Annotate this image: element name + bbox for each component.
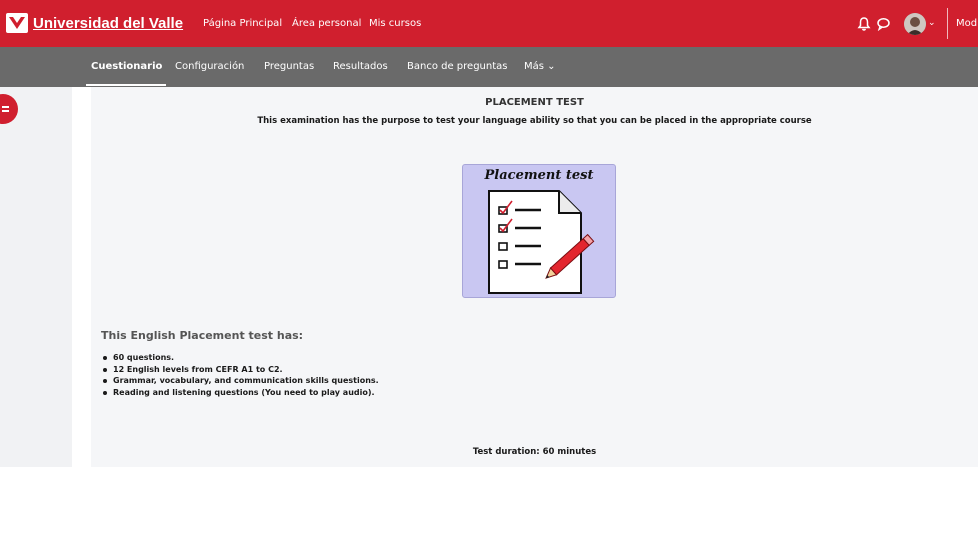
tab-question-bank[interactable]: Banco de preguntas xyxy=(407,61,508,72)
list-item: Grammar, vocabulary, and communication skills questions. xyxy=(101,376,379,388)
site-brand-link[interactable]: Universidad del Valle xyxy=(33,15,184,32)
page-title: PLACEMENT TEST xyxy=(485,97,584,108)
main-content xyxy=(91,87,978,467)
user-avatar[interactable] xyxy=(904,13,926,35)
page-description: This examination has the purpose to test your language ability so that you can be placed in the appropriate course xyxy=(257,116,812,126)
feature-list xyxy=(101,353,379,399)
tab-questions[interactable]: Preguntas xyxy=(264,61,315,72)
nav-my-courses-link[interactable]: Mis cursos xyxy=(369,18,422,29)
nav-home-link[interactable]: Página Principal xyxy=(203,18,283,29)
secondary-navigation xyxy=(0,47,978,87)
bell-icon[interactable] xyxy=(857,16,871,32)
chat-icon[interactable] xyxy=(876,17,891,31)
edit-mode-label[interactable]: Mod xyxy=(956,18,978,29)
list-item: 60 questions. xyxy=(101,353,379,365)
nav-dashboard-link[interactable]: Área personal xyxy=(292,18,362,29)
left-drawer xyxy=(0,87,72,467)
tab-more[interactable]: Más ⌄ xyxy=(524,61,556,72)
list-item: 12 English levels from CEFR A1 to C2. xyxy=(101,365,379,377)
tab-quiz[interactable]: Cuestionario xyxy=(91,61,163,72)
chevron-down-icon[interactable]: ⌄ xyxy=(928,18,936,28)
list-item: Reading and listening questions (You need to play audio). xyxy=(101,388,379,400)
section-heading: This English Placement test has: xyxy=(101,329,304,342)
tab-settings[interactable]: Configuración xyxy=(175,61,245,72)
image-caption: Placement test xyxy=(484,168,594,183)
top-navbar xyxy=(0,0,978,47)
active-tab-indicator xyxy=(86,84,166,86)
test-duration: Test duration: 60 minutes xyxy=(472,447,597,457)
tab-results[interactable]: Resultados xyxy=(333,61,388,72)
placement-test-image xyxy=(462,164,616,298)
header-divider xyxy=(947,8,948,39)
university-logo-icon[interactable] xyxy=(6,13,28,33)
